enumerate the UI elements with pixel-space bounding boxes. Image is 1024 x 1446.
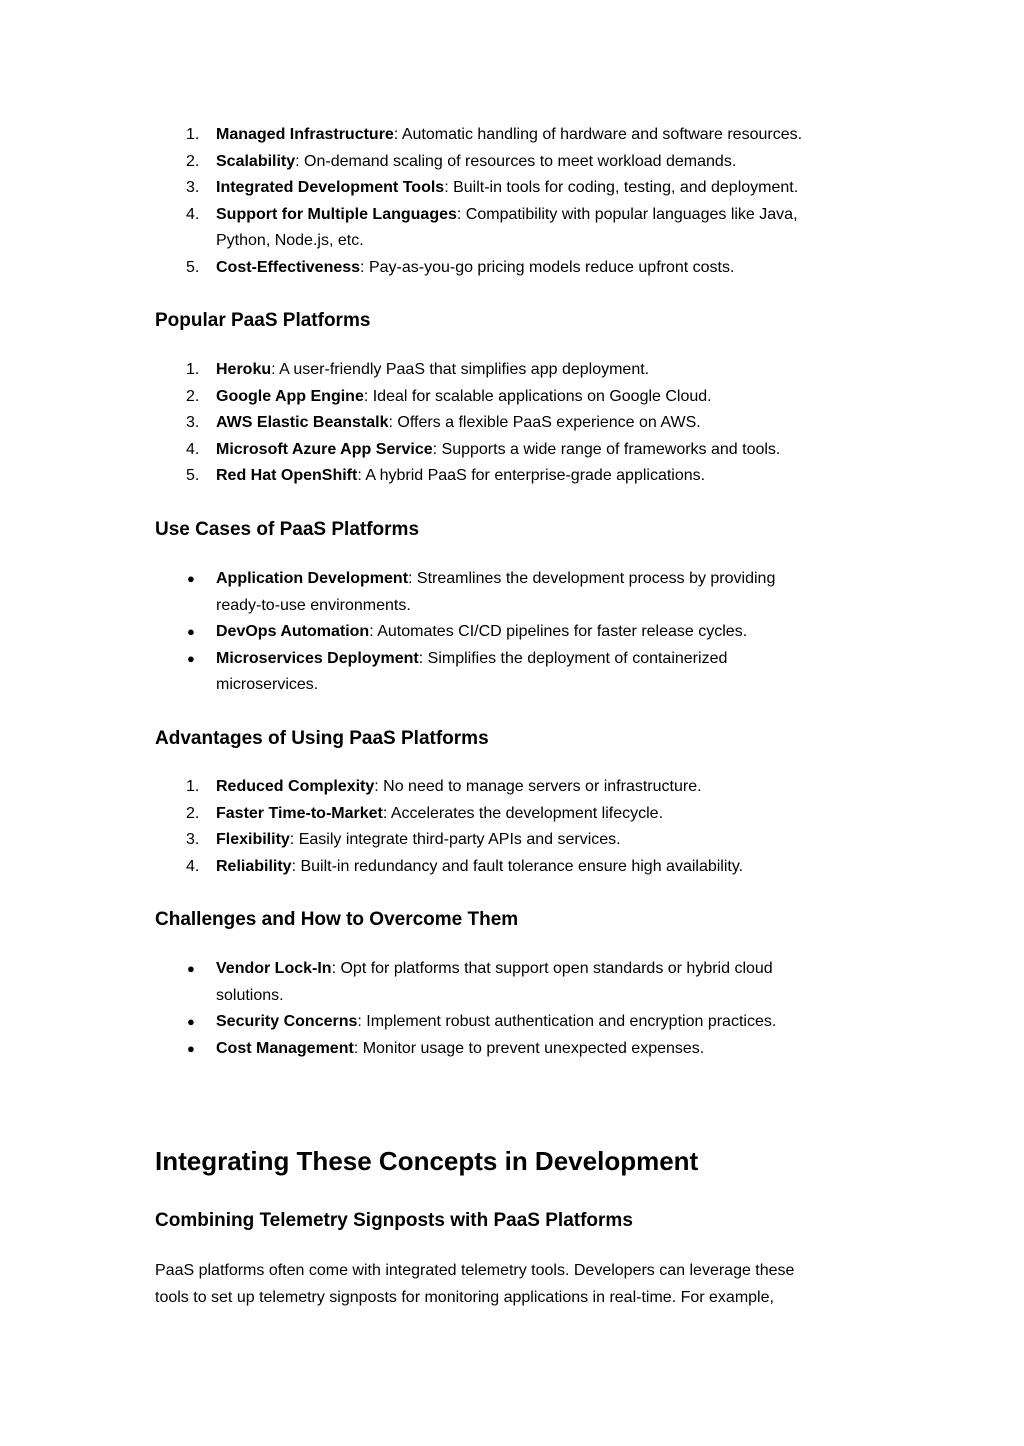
item-term: Red Hat OpenShift bbox=[216, 467, 358, 485]
item-description: : Compatibility with popular languages like Java, bbox=[456, 205, 798, 223]
item-term: Managed Infrastructure bbox=[216, 126, 394, 143]
integrating-paragraph bbox=[155, 1258, 855, 1311]
item-term: Flexibility bbox=[216, 831, 290, 849]
item-description: : Easily integrate third-party APIs and services. bbox=[289, 831, 621, 849]
item-description: : Implement robust authentication and encryption practices. bbox=[357, 1013, 777, 1031]
bullet-marker: ● bbox=[187, 1040, 195, 1056]
list-item bbox=[155, 619, 855, 646]
item-term: Google App Engine bbox=[216, 387, 364, 405]
number-marker: 4. bbox=[186, 857, 200, 875]
list-item bbox=[155, 956, 855, 1009]
list-item bbox=[155, 122, 855, 149]
list-item bbox=[155, 774, 855, 801]
item-term: DevOps Automation bbox=[216, 623, 370, 641]
item-term: Cost Management bbox=[216, 1039, 354, 1057]
item-description: : Opt for platforms that support open standards or hybrid cloud bbox=[331, 960, 773, 977]
item-term: Support for Multiple Languages bbox=[216, 205, 457, 223]
heading-integrating-concepts: Integrating These Concepts in Development bbox=[155, 1146, 699, 1176]
bullet-marker: ● bbox=[187, 650, 195, 666]
bullet-marker: ● bbox=[187, 571, 195, 586]
number-marker: 1. bbox=[186, 778, 200, 795]
number-marker: 2. bbox=[186, 387, 200, 405]
item-description: Python, Node.js, etc. bbox=[216, 232, 364, 250]
heading-advantages: Advantages of Using PaaS Platforms bbox=[155, 728, 489, 749]
item-term: Microsoft Azure App Service bbox=[216, 440, 433, 458]
advantages-list bbox=[155, 774, 855, 880]
item-description: : Offers a flexible PaaS experience on AWS. bbox=[388, 414, 701, 432]
bullet-marker: ● bbox=[187, 624, 195, 640]
list-item bbox=[155, 1009, 855, 1036]
number-marker: 3. bbox=[186, 414, 200, 432]
item-description: : Supports a wide range of frameworks and tools. bbox=[432, 440, 781, 458]
number-marker: 2. bbox=[186, 152, 200, 170]
list-item bbox=[155, 854, 855, 881]
list-item bbox=[155, 646, 855, 699]
list-item bbox=[155, 384, 855, 411]
item-term: AWS Elastic Beanstalk bbox=[216, 414, 389, 432]
list-item bbox=[155, 357, 855, 384]
list-item bbox=[155, 1036, 855, 1063]
number-marker: 2. bbox=[186, 804, 200, 822]
bullet-marker: ● bbox=[187, 961, 195, 976]
item-description: : Monitor usage to prevent unexpected expenses. bbox=[353, 1039, 705, 1057]
item-term: Scalability bbox=[216, 152, 296, 170]
item-term: Application Development bbox=[216, 570, 409, 587]
list-item bbox=[155, 149, 855, 176]
features-list bbox=[155, 122, 855, 282]
item-description: : Pay-as-you-go pricing models reduce upfront costs. bbox=[360, 258, 735, 276]
item-description: : Automatic handling of hardware and software resources. bbox=[393, 126, 803, 143]
item-term: Reduced Complexity bbox=[216, 778, 375, 795]
item-description: : Streamlines the development process by providing bbox=[408, 570, 776, 587]
list-item bbox=[155, 566, 855, 619]
number-marker: 4. bbox=[186, 205, 200, 223]
item-term: Heroku bbox=[216, 361, 272, 378]
list-item bbox=[155, 255, 855, 282]
number-marker: 1. bbox=[186, 361, 200, 378]
number-marker: 3. bbox=[186, 831, 200, 849]
number-marker: 5. bbox=[186, 467, 200, 485]
item-term: Microservices Deployment bbox=[216, 649, 419, 667]
item-description: : Automates CI/CD pipelines for faster release cycles. bbox=[369, 623, 748, 641]
item-description: : On-demand scaling of resources to meet workload demands. bbox=[295, 152, 737, 170]
heading-challenges: Challenges and How to Overcome Them bbox=[155, 909, 519, 930]
item-description: : Simplifies the deployment of containerized bbox=[418, 649, 728, 667]
item-description: : A hybrid PaaS for enterprise-grade applications. bbox=[357, 467, 706, 485]
subheading-telemetry-paas: Combining Telemetry Signposts with PaaS Platforms bbox=[155, 1210, 633, 1231]
challenges-list bbox=[155, 956, 855, 1062]
list-item bbox=[155, 202, 855, 255]
number-marker: 1. bbox=[186, 126, 200, 143]
item-description: : Built-in tools for coding, testing, and deployment. bbox=[444, 179, 799, 197]
item-term: Security Concerns bbox=[216, 1013, 358, 1031]
number-marker: 3. bbox=[186, 179, 200, 197]
item-description: : No need to manage servers or infrastructure. bbox=[374, 778, 702, 795]
list-item bbox=[155, 437, 855, 464]
item-term: Reliability bbox=[216, 857, 292, 875]
list-item bbox=[155, 801, 855, 828]
item-description: : A user-friendly PaaS that simplifies app deployment. bbox=[271, 361, 650, 378]
paragraph-line: PaaS platforms often come with integrated telemetry tools. Developers can leverage these bbox=[155, 1262, 795, 1279]
list-item bbox=[155, 410, 855, 437]
paragraph-line: tools to set up telemetry signposts for monitoring applications in real-time. For example, bbox=[155, 1288, 774, 1306]
list-item bbox=[155, 175, 855, 202]
list-item bbox=[155, 463, 855, 490]
item-description: : Ideal for scalable applications on Google Cloud. bbox=[363, 387, 712, 405]
heading-use-cases: Use Cases of PaaS Platforms bbox=[155, 519, 420, 540]
item-description: microservices. bbox=[216, 676, 319, 694]
number-marker: 5. bbox=[186, 258, 200, 276]
item-term: Integrated Development Tools bbox=[216, 179, 445, 197]
popular-platforms-list bbox=[155, 357, 855, 490]
number-marker: 4. bbox=[186, 440, 200, 458]
item-description: : Built-in redundancy and fault tolerance ensure high availability. bbox=[291, 857, 744, 875]
item-description: ready-to-use environments. bbox=[216, 596, 411, 614]
heading-popular-paas-platforms: Popular PaaS Platforms bbox=[155, 310, 371, 331]
item-term: Cost-Effectiveness bbox=[216, 258, 361, 276]
use-cases-list bbox=[155, 566, 855, 699]
item-term: Vendor Lock-In bbox=[216, 960, 332, 977]
list-item bbox=[155, 827, 855, 854]
item-term: Faster Time-to-Market bbox=[216, 804, 383, 822]
item-description: solutions. bbox=[216, 986, 284, 1004]
item-description: : Accelerates the development lifecycle. bbox=[382, 804, 664, 822]
bullet-marker: ● bbox=[187, 1014, 195, 1030]
